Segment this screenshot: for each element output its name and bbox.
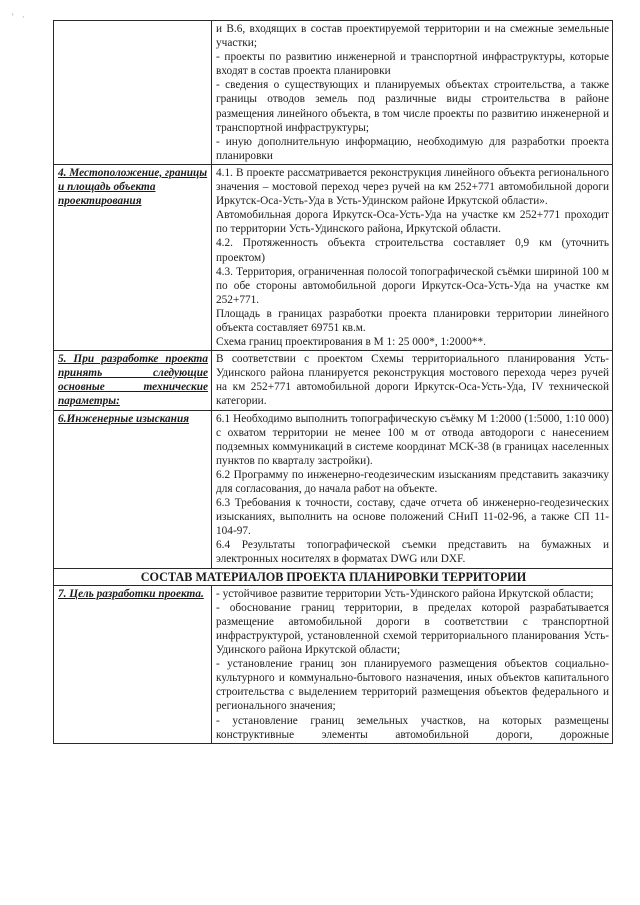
label-cell <box>54 410 212 568</box>
specification-table <box>53 20 613 744</box>
row-label: 6.Инженерные изыскания <box>58 412 190 425</box>
row-label: 7. Цель разработки проекта. <box>58 587 204 600</box>
text-line: 4.1. В проекте рассматривается реконструкция линейного объекта регионального значения – мостовой переход через ручей на км 252+771 автомобильной дороги Иркутск-Оса-Усть-Уда в Усть-Удинском районе Иркутской области». <box>216 166 609 208</box>
text-line: 4.3. Территория, ограниченная полосой топографической съёмки шириной 100 м по обе стороны автомобильной дороги Иркутск-Оса-Усть-Уда на участке км 252+771. <box>216 265 609 306</box>
table-row <box>54 410 613 568</box>
text-line: 6.1 Необходимо выполнить топографическую съёмку М 1:2000 (1:5000, 1:10 000) с охватом территории не менее 100 м от отвода автодороги с нанесением подземных коммуникаций в системе координат МСК-38 (в границах населенных пунктов по кварталу застройки). <box>216 412 609 467</box>
text-line: и В.6, входящих в состав проектируемой территории и на смежные земельные участки; <box>216 23 609 50</box>
table-row <box>54 21 613 165</box>
table-row <box>54 568 613 585</box>
content-cell <box>212 410 613 568</box>
text-line: 6.2 Программу по инженерно-геодезическим изысканиям представить заказчику для согласования, до начала работ на объекте. <box>216 468 609 495</box>
table-row <box>54 351 613 410</box>
text-line: - установление границ зон планируемого размещения объектов социально-культурного и коммунально-бытового назначения, иных объектов капитального строительства с выделением территорий размещения объектов федерального и регионального значения; <box>216 658 609 713</box>
label-cell <box>54 164 212 350</box>
row-label: 5. При разработке проекта принять следующие основные технические параметры: <box>58 353 208 408</box>
content-cell <box>212 21 613 165</box>
corner-scan-mark: ' · <box>12 12 28 22</box>
text-line: - устойчивое развитие территории Усть-Удинского района Иркутской области; <box>216 587 594 600</box>
text-line: - проекты по развитию инженерной и транспортной инфраструктуры, которые входят в состав проекта планировки <box>216 51 609 78</box>
text-line: 4.2. Протяженность объекта строительства составляет 0,9 км (уточнить проектом) <box>216 237 609 264</box>
table-row <box>54 585 613 743</box>
content-cell <box>212 164 613 350</box>
text-line: - установление границ земельных участков, на которых размещены конструктивные элементы автомобильной дороги, дорожные <box>216 714 609 741</box>
text-line: - сведения о существующих и планируемых объектах строительства, а также границы отводов земель под различные виды строительства в районе размещения линейного объекта, в том числе проекты по развитию инженерной и транспортной инфраструктуры; <box>216 79 609 134</box>
text-line: В соответствии с проектом Схемы территориального планирования Усть-Удинского района планируется реконструкция мостового перехода через ручей на км 252+771 автомобильной дороги Иркутск-Оса-Усть-Уда, IV технической категории. <box>216 353 609 408</box>
text-line: Схема границ проектирования в М 1: 25 000*, 1:2000**. <box>216 336 487 349</box>
section-heading: СОСТАВ МАТЕРИАЛОВ ПРОЕКТА ПЛАНИРОВКИ ТЕРРИТОРИИ <box>54 568 613 585</box>
text-line: Площадь в границах разработки проекта планировки территории линейного объекта составляет 69751 кв.м. <box>216 307 609 334</box>
text-line: - иную дополнительную информацию, необходимую для разработки проекта планировки <box>216 135 609 162</box>
content-cell <box>212 585 613 743</box>
content-cell <box>212 351 613 410</box>
empty-label-cell <box>54 21 212 165</box>
label-cell <box>54 351 212 410</box>
row-label: 4. Местоположение, границы и площадь объекта проектирования <box>58 166 208 208</box>
text-line: 6.4 Результаты топографической съемки представить на бумажных и электронных носителях в форматах DWG или DXF. <box>216 539 609 566</box>
text-line: 6.3 Требования к точности, составу, сдаче отчета об инженерно-геодезических изысканиях, выполнить на основе положений СНиП 11-02-96, а также СП 11-104-97. <box>216 497 609 538</box>
text-line: Автомобильная дорога Иркутск-Оса-Усть-Уда на участке км 252+771 проходит по территории Усть-Удинского района, Иркутской области. <box>216 209 609 236</box>
text-line: - обоснование границ территории, в пределах которой разрабатывается размещение автомобильной дороги в соответствии с транспортной инфраструктурой, установленной схемой территориального планирования Усть-Удинского района Иркутской области; <box>216 601 609 657</box>
table-row <box>54 164 613 350</box>
label-cell <box>54 585 212 743</box>
